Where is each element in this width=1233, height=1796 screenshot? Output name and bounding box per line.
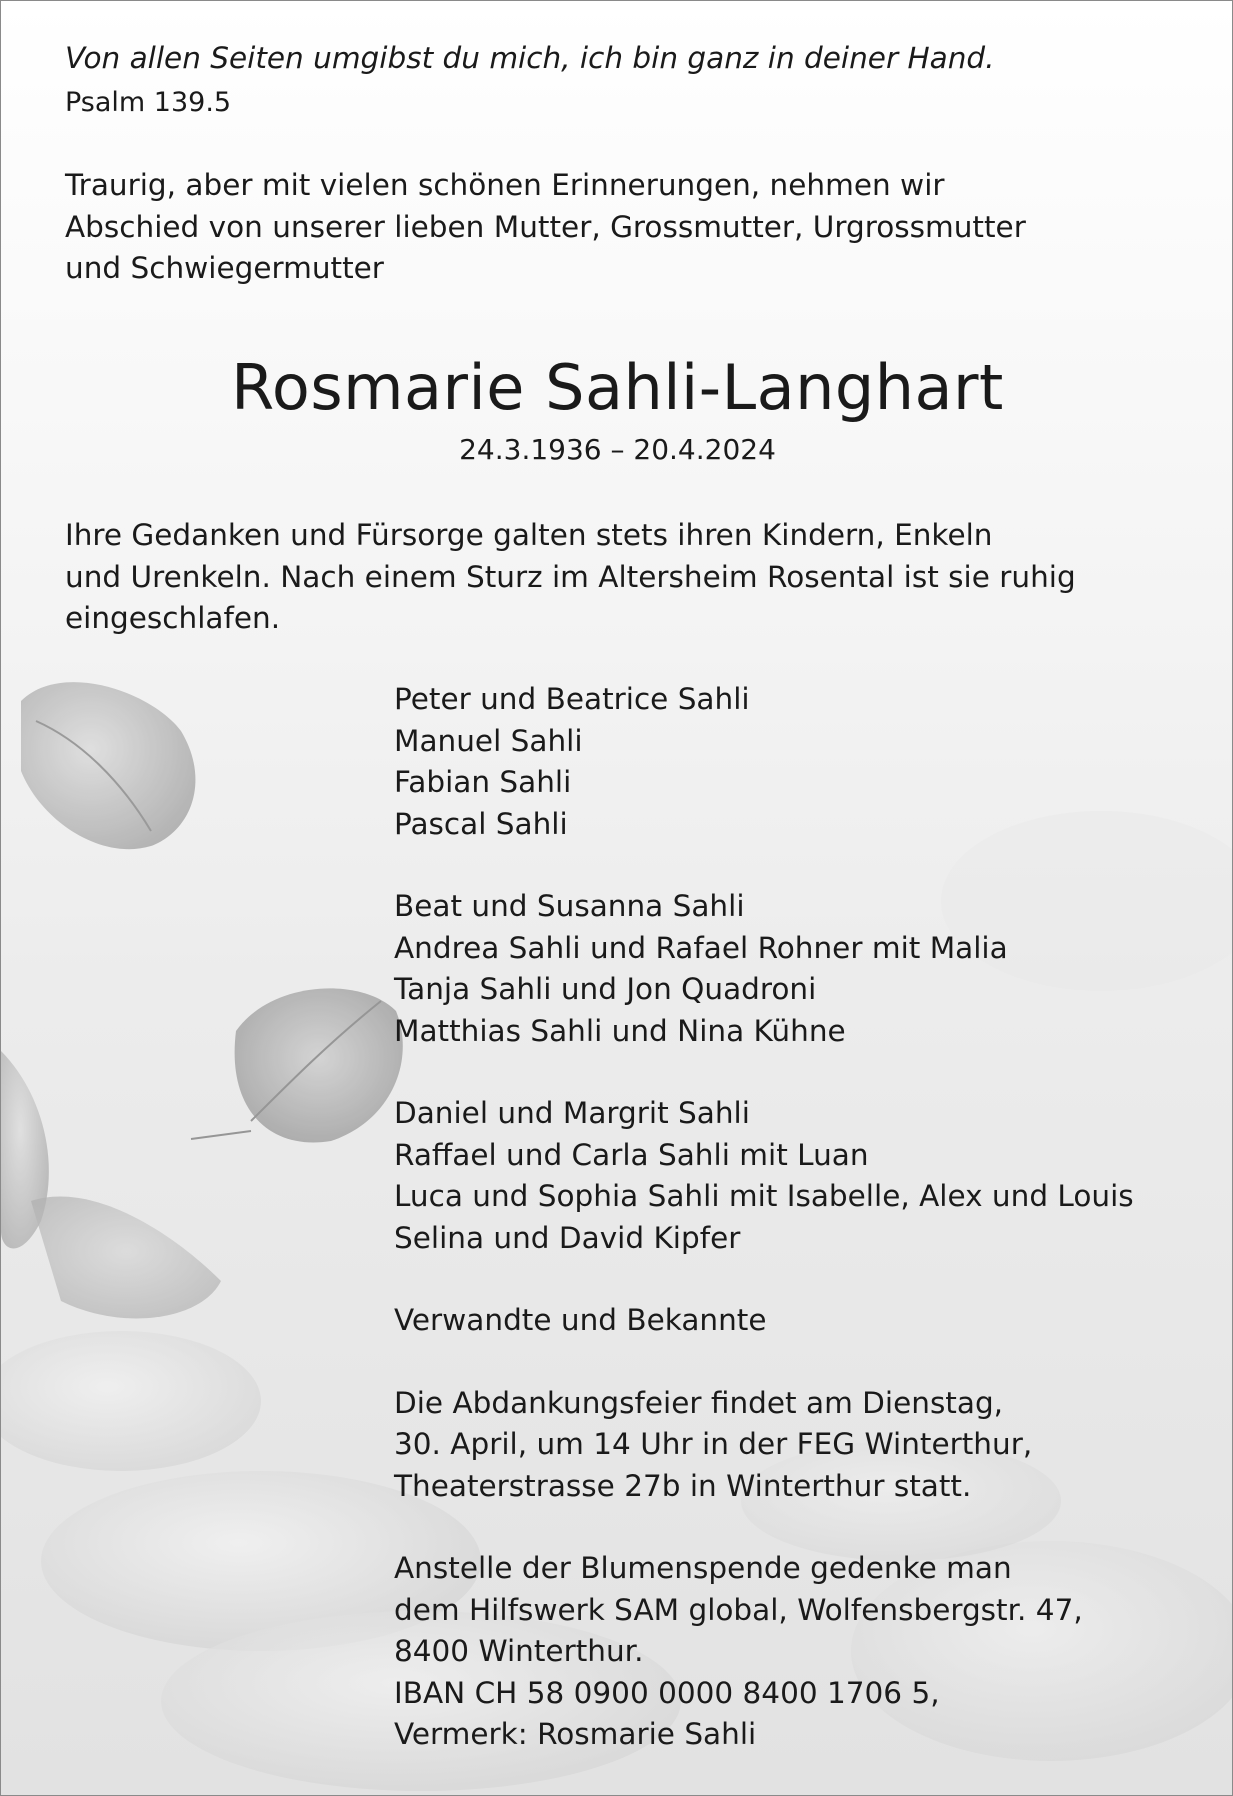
life-dates: 24.3.1936 – 20.4.2024 (459, 433, 776, 466)
mourner-name: Tanja Sahli und Jon Quadroni (394, 972, 817, 1006)
mourner-name: Daniel und Margrit Sahli (394, 1096, 750, 1130)
family-group (394, 1093, 1134, 1259)
leaf-lower-left (1, 1051, 221, 1318)
mourner-name: Selina und David Kipfer (394, 1220, 741, 1255)
relatives-line: Verwandte und Bekannte (394, 1303, 767, 1337)
donation-reference: Vermerk: Rosmarie Sahli (394, 1717, 757, 1751)
service-line: 30. April, um 14 Uhr in der FEG Winterthur, (394, 1427, 1033, 1461)
intro-paragraph (65, 165, 1026, 290)
intro-line: Abschied von unserer lieben Mutter, Grossmutter, Urgrossmutter (65, 209, 1026, 244)
verse-reference: Psalm 139.5 (65, 87, 232, 118)
mourner-name: Manuel Sahli (394, 723, 583, 758)
donation-line: dem Hilfswerk SAM global, Wolfensbergstr. 47, (394, 1592, 1083, 1627)
donation-line: Anstelle der Blumenspende gedenke man (394, 1551, 1012, 1585)
family-group (394, 886, 1134, 1052)
family-group (394, 1300, 1134, 1342)
mourner-name: Beat und Susanna Sahli (394, 889, 745, 923)
donation-line: 8400 Winterthur. (394, 1634, 644, 1668)
mourner-name: Luca und Sophia Sahli mit Isabelle, Alex und Louis (394, 1179, 1134, 1213)
mourners-list (394, 679, 1134, 1796)
about-line: eingeschlafen. (65, 601, 281, 635)
service-line: Theaterstrasse 27b in Winterthur statt. (394, 1468, 972, 1503)
mourner-name: Pascal Sahli (394, 806, 568, 841)
mourner-name: Andrea Sahli und Rafael Rohner mit Malia (394, 930, 1008, 965)
about-paragraph (65, 515, 1076, 640)
mourner-name: Matthias Sahli und Nina Kühne (394, 1013, 846, 1048)
deceased-name: Rosmarie Sahli-Langhart (231, 351, 1004, 424)
donation-info (394, 1548, 1134, 1756)
about-line: Ihre Gedanken und Fürsorge galten stets ihren Kindern, Enkeln (65, 518, 993, 552)
leaf-top-left (21, 682, 195, 849)
mourner-name: Peter und Beatrice Sahli (394, 682, 750, 716)
donation-iban: IBAN CH 58 0900 0000 8400 1706 5, (394, 1675, 940, 1710)
mourner-name: Fabian Sahli (394, 765, 572, 799)
leaf-middle (191, 988, 403, 1142)
about-line: und Urenkeln. Nach einem Sturz im Altersheim Rosental ist sie ruhig (65, 559, 1076, 594)
intro-line: und Schwiegermutter (65, 251, 384, 285)
mourner-name: Raffael und Carla Sahli mit Luan (394, 1137, 869, 1172)
service-line: Die Abdankungsfeier findet am Dienstag, (394, 1385, 1004, 1420)
verse-text: Von allen Seiten umgibst du mich, ich bin ganz in deiner Hand. (65, 41, 995, 75)
intro-line: Traurig, aber mit vielen schönen Erinnerungen, nehmen wir (65, 168, 945, 202)
family-group (394, 679, 1134, 845)
service-info (394, 1383, 1134, 1508)
